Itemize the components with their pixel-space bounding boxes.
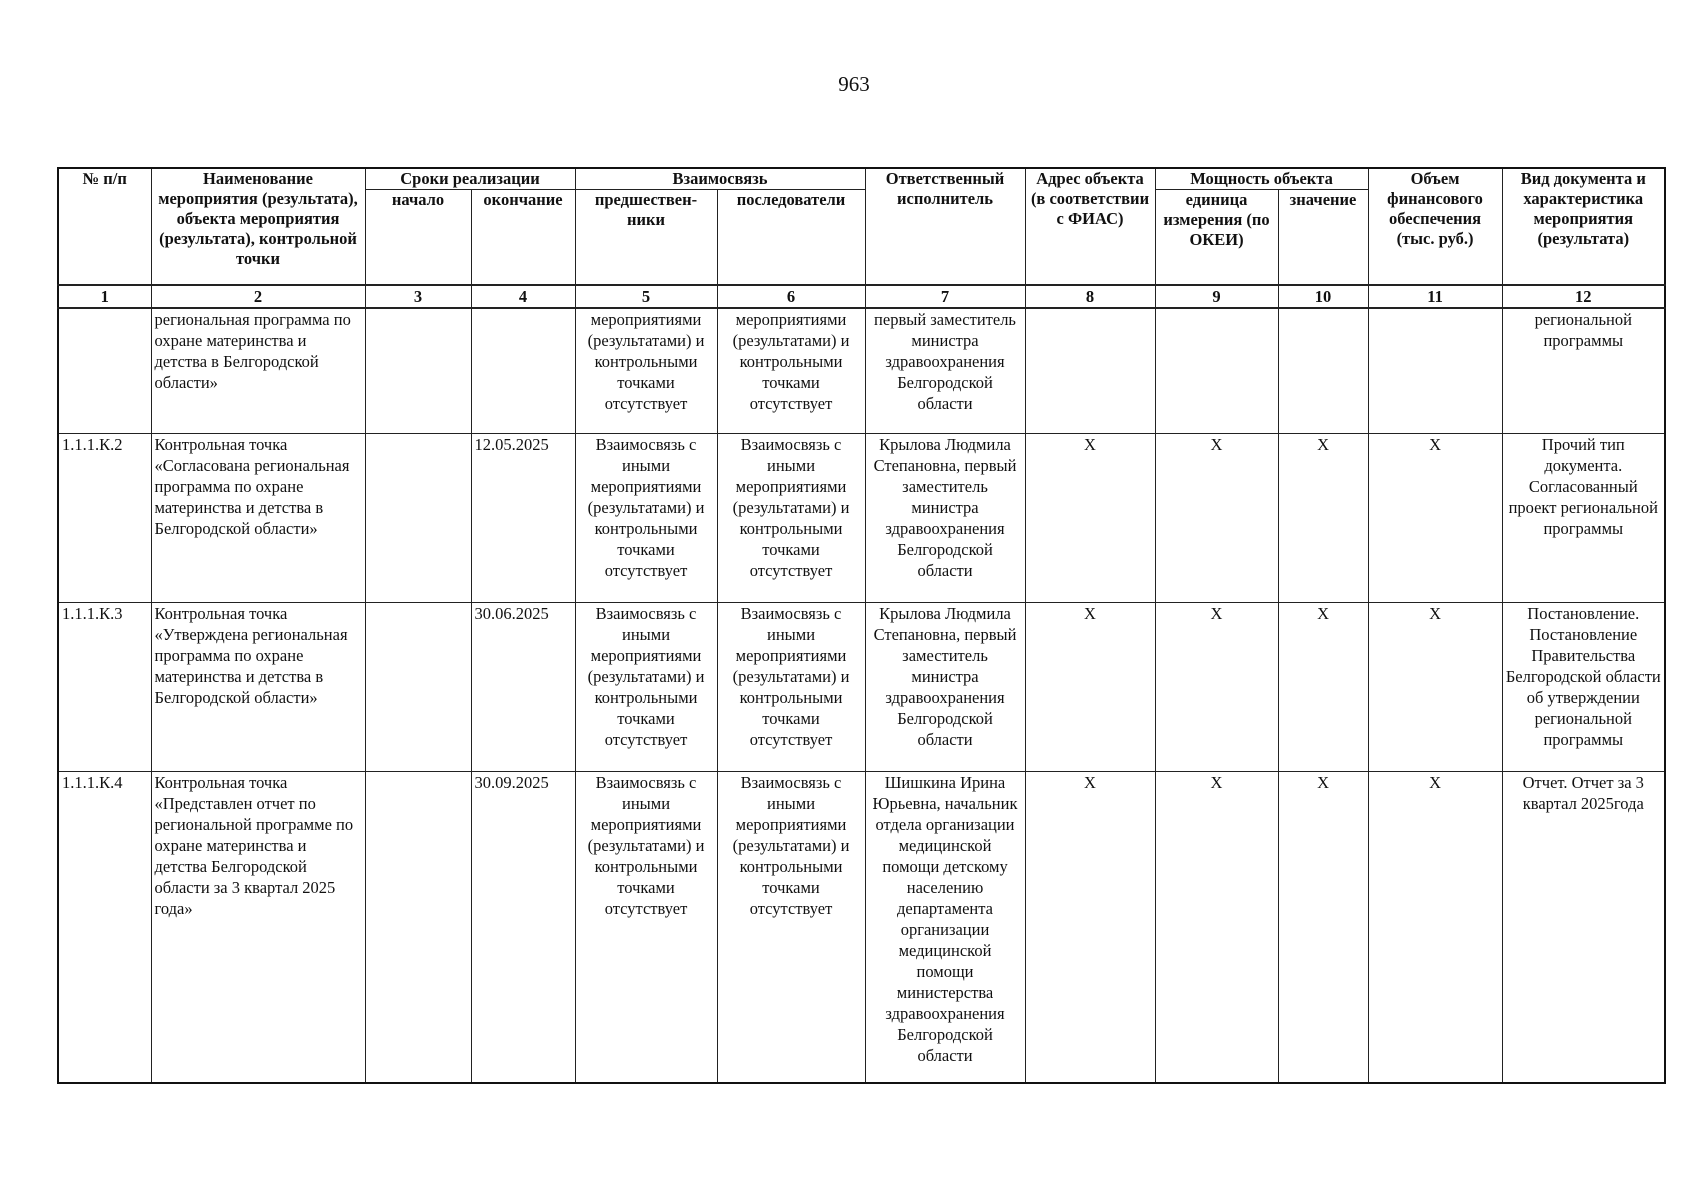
row-unit: X: [1155, 602, 1278, 771]
row-num: 1.1.1.К.3: [58, 602, 151, 771]
row-unit: [1155, 308, 1278, 434]
row-value: X: [1278, 602, 1368, 771]
row-pred: Взаимосвязь с иными мероприятиями (результатами) и контрольными точками отсутствует: [575, 771, 717, 1083]
column-number: 8: [1025, 285, 1155, 308]
row-value: [1278, 308, 1368, 434]
row-end: 30.06.2025: [471, 602, 575, 771]
row-responsible: первый заместитель министра здравоохранения Белгородской области: [865, 308, 1025, 434]
header-terms: Сроки реализации: [365, 168, 575, 190]
row-succ: мероприятиями (результатами) и контрольными точками отсутствует: [717, 308, 865, 434]
column-number: 9: [1155, 285, 1278, 308]
row-succ: Взаимосвязь с иными мероприятиями (результатами) и контрольными точками отсутствует: [717, 433, 865, 602]
column-number: 3: [365, 285, 471, 308]
row-name: региональная программа по охране материнства и детства в Белгородской области»: [151, 308, 365, 434]
column-number: 12: [1502, 285, 1665, 308]
column-number: 10: [1278, 285, 1368, 308]
header-address: Адрес объекта (в соответствии с ФИАС): [1025, 168, 1155, 285]
column-number: 4: [471, 285, 575, 308]
column-number: 6: [717, 285, 865, 308]
row-unit: X: [1155, 771, 1278, 1083]
header-name: Наименование мероприятия (результата), объекта мероприятия (результата), контрольной точки: [151, 168, 365, 285]
header-capacity-unit: единица измерения (по ОКЕИ): [1155, 190, 1278, 285]
row-pred: Взаимосвязь с иными мероприятиями (результатами) и контрольными точками отсутствует: [575, 602, 717, 771]
row-funding: X: [1368, 771, 1502, 1083]
row-funding: X: [1368, 602, 1502, 771]
row-address: X: [1025, 771, 1155, 1083]
header-funding: Объем финансового обеспечения (тыс. руб.): [1368, 168, 1502, 285]
row-name: Контрольная точка «Представлен отчет по региональной программе по охране материнства и детства Белгородской области за 3 квартал 2025 года»: [151, 771, 365, 1083]
table-row: [58, 602, 1665, 771]
header-links-succ: последователи: [717, 190, 865, 285]
row-start: [365, 602, 471, 771]
row-name: Контрольная точка «Утверждена региональная программа по охране материнства и детства в Белгородской области»: [151, 602, 365, 771]
column-number: 11: [1368, 285, 1502, 308]
row-funding: X: [1368, 433, 1502, 602]
row-num: [58, 308, 151, 434]
header-terms-start: начало: [365, 190, 471, 285]
table-row: [58, 771, 1665, 1083]
header-row-1: [58, 168, 1665, 190]
row-num: 1.1.1.К.2: [58, 433, 151, 602]
row-end: 30.09.2025: [471, 771, 575, 1083]
page-number: 963: [838, 72, 870, 96]
row-start: [365, 308, 471, 434]
row-num: 1.1.1.К.4: [58, 771, 151, 1083]
row-succ: Взаимосвязь с иными мероприятиями (результатами) и контрольными точками отсутствует: [717, 771, 865, 1083]
header-terms-end: окончание: [471, 190, 575, 285]
row-doc: Постановление. Постановление Правительства Белгородской области об утверждении региональной программы: [1502, 602, 1665, 771]
row-succ: Взаимосвязь с иными мероприятиями (результатами) и контрольными точками отсутствует: [717, 602, 865, 771]
row-value: X: [1278, 771, 1368, 1083]
column-number: 2: [151, 285, 365, 308]
row-start: [365, 433, 471, 602]
row-doc: региональной программы: [1502, 308, 1665, 434]
row-address: X: [1025, 602, 1155, 771]
row-address: X: [1025, 433, 1155, 602]
row-funding: [1368, 308, 1502, 434]
row-start: [365, 771, 471, 1083]
header-capacity-value: значение: [1278, 190, 1368, 285]
header-responsible: Ответственный исполнитель: [865, 168, 1025, 285]
header-capacity: Мощность объекта: [1155, 168, 1368, 190]
row-responsible: Шишкина Ирина Юрьевна, начальник отдела организации медицинской помощи детскому населению департамента организации медицинской помощи министерства здравоохранения Белгородской области: [865, 771, 1025, 1083]
row-value: X: [1278, 433, 1368, 602]
row-pred: мероприятиями (результатами) и контрольными точками отсутствует: [575, 308, 717, 434]
column-number: 1: [58, 285, 151, 308]
row-doc: Отчет. Отчет за 3 квартал 2025года: [1502, 771, 1665, 1083]
row-end: [471, 308, 575, 434]
row-name: Контрольная точка «Согласована региональная программа по охране материнства и детства в Белгородской области»: [151, 433, 365, 602]
column-number-row: [58, 285, 1665, 308]
header-doc-type: Вид документа и характеристика мероприятия (результата): [1502, 168, 1665, 285]
row-unit: X: [1155, 433, 1278, 602]
header-links-pred: предшествен-ники: [575, 190, 717, 285]
row-pred: Взаимосвязь с иными мероприятиями (результатами) и контрольными точками отсутствует: [575, 433, 717, 602]
row-responsible: Крылова Людмила Степановна, первый заместитель министра здравоохранения Белгородской области: [865, 433, 1025, 602]
column-number: 7: [865, 285, 1025, 308]
plan-table: [57, 167, 1666, 1084]
header-links: Взаимосвязь: [575, 168, 865, 190]
table-row: [58, 308, 1665, 434]
row-doc: Прочий тип документа. Согласованный проект региональной программы: [1502, 433, 1665, 602]
header-num: № п/п: [58, 168, 151, 285]
row-end: 12.05.2025: [471, 433, 575, 602]
row-address: [1025, 308, 1155, 434]
column-number: 5: [575, 285, 717, 308]
row-responsible: Крылова Людмила Степановна, первый заместитель министра здравоохранения Белгородской области: [865, 602, 1025, 771]
table-row: [58, 433, 1665, 602]
